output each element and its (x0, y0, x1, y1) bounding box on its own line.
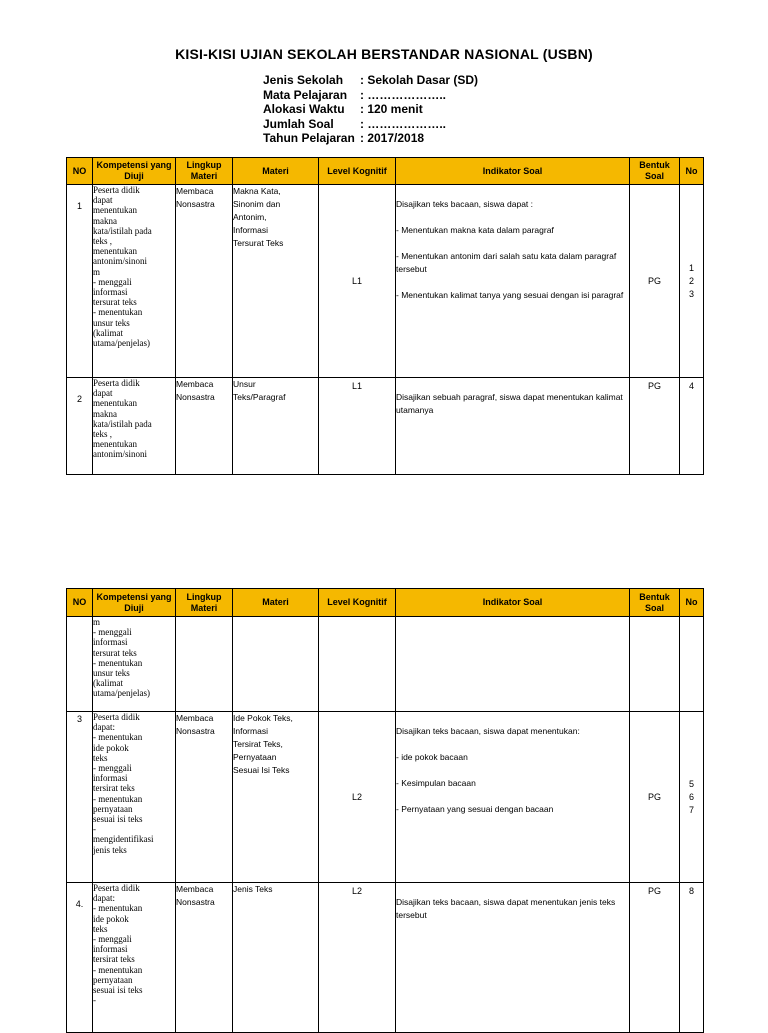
meta-label: Mata Pelajaran (263, 87, 348, 102)
row-nomor: 8 (680, 883, 704, 1033)
row-no: 1 (67, 185, 93, 378)
row-nomor (680, 617, 704, 712)
indikator-line: - ide pokok bacaan (396, 752, 468, 762)
document-title: KISI-KISI UJIAN SEKOLAH BERSTANDAR NASIONAL (USBN) (175, 46, 593, 62)
row-level (319, 617, 396, 712)
meta-row (263, 117, 478, 132)
meta-label: Tahun Pelajaran (263, 131, 355, 146)
indikator-line: Disajikan teks bacaan, siswa dapat : (396, 199, 534, 209)
meta-info (263, 73, 478, 146)
table-row (67, 617, 704, 712)
header-bentuk: Bentuk Soal (630, 589, 680, 617)
row-no: 3 (67, 712, 93, 883)
indikator-line: - Pernyataan yang sesuai dengan bacaan (396, 804, 554, 814)
row-kompetensi: m - menggali informasi tersurat teks - menentukan unsur teks (kalimat utama/penjelas) (93, 617, 176, 712)
row-indikator (396, 617, 630, 712)
header-row (67, 158, 704, 185)
row-lingkup: Membaca Nonsastra (176, 883, 233, 1033)
header-nomor: No (680, 589, 704, 617)
indikator-line: Disajikan teks bacaan, siswa dapat menentukan jenis teks tersebut (396, 897, 616, 920)
meta-row (263, 73, 478, 88)
meta-row (263, 131, 478, 146)
header-indikator: Indikator Soal (396, 158, 630, 185)
row-nomor: 5 6 7 (680, 712, 704, 883)
meta-row (263, 88, 478, 103)
row-kompetensi: Peserta didik dapat menentukan makna kata/istilah pada teks , menentukan antonim/sinoni m - menggali informasi tersurat teks - menentukan unsur teks (kalimat utama/penjelas) (93, 185, 176, 378)
row-indikator (396, 378, 630, 475)
row-bentuk: PG (630, 712, 680, 883)
header-materi: Materi (233, 589, 319, 617)
row-lingkup: Membaca Nonsastra (176, 378, 233, 475)
kisi-table-page-2 (66, 588, 704, 1033)
header-lingkup: Lingkup Materi (176, 158, 233, 185)
header-level: Level Kognitif (319, 589, 396, 617)
header-kompetensi: Kompetensi yang Diuji (93, 158, 176, 185)
row-materi: Unsur Teks/Paragraf (233, 378, 319, 475)
row-materi: Ide Pokok Teks, Informasi Tersirat Teks, Pernyataan Sesuai Isi Teks (233, 712, 319, 883)
meta-label: Alokasi Waktu (263, 102, 345, 117)
indikator-line: - Kesimpulan bacaan (396, 778, 476, 788)
row-indikator (396, 883, 630, 1033)
header-nomor: No (680, 158, 704, 185)
table-row (67, 883, 704, 1033)
row-kompetensi: Peserta didik dapat menentukan makna kata/istilah pada teks , menentukan antonim/sinoni (93, 378, 176, 475)
meta-row (263, 102, 478, 117)
row-indikator (396, 185, 630, 378)
row-level: L2 (319, 712, 396, 883)
meta-value: : ……………….. (360, 87, 446, 102)
row-lingkup (176, 617, 233, 712)
header-row (67, 589, 704, 617)
row-bentuk: PG (630, 378, 680, 475)
row-no: 4. (67, 883, 93, 1033)
header-materi: Materi (233, 158, 319, 185)
header-indikator: Indikator Soal (396, 589, 630, 617)
row-level: L2 (319, 883, 396, 1033)
indikator-line: - Menentukan kalimat tanya yang sesuai dengan isi paragraf (396, 290, 624, 300)
row-no: 2 (67, 378, 93, 475)
row-level: L1 (319, 185, 396, 378)
table-row (67, 712, 704, 883)
row-level: L1 (319, 378, 396, 475)
row-lingkup: Membaca Nonsastra (176, 712, 233, 883)
meta-value: : ……………….. (360, 116, 446, 131)
row-kompetensi: Peserta didik dapat: - menentukan ide pokok teks - menggali informasi tersirat teks - menentukan pernyataan sesuai isi teks - (93, 883, 176, 1033)
table-row (67, 378, 704, 475)
row-indikator (396, 712, 630, 883)
meta-value: : 120 menit (360, 102, 423, 117)
meta-value: : Sekolah Dasar (SD) (360, 73, 479, 87)
table-row (67, 185, 704, 378)
meta-value: : 2017/2018 (360, 131, 425, 146)
indikator-line: Disajikan teks bacaan, siswa dapat menentukan: (396, 726, 580, 736)
indikator-line: Disajikan sebuah paragraf, siswa dapat menentukan kalimat utamanya (396, 392, 623, 415)
indikator-line: - Menentukan makna kata dalam paragraf (396, 225, 554, 235)
header-bentuk: Bentuk Soal (630, 158, 680, 185)
row-materi: Jenis Teks (233, 883, 319, 1033)
row-kompetensi: Peserta didik dapat: - menentukan ide pokok teks - menggali informasi tersirat teks - menentukan pernyataan sesuai isi teks - mengidentifikasi jenis teks (93, 712, 176, 883)
header-no: NO (67, 589, 93, 617)
row-materi: Makna Kata, Sinonim dan Antonim, Informasi Tersurat Teks (233, 185, 319, 378)
row-materi (233, 617, 319, 712)
meta-label: Jumlah Soal (263, 116, 334, 131)
row-bentuk: PG (630, 185, 680, 378)
row-nomor: 1 2 3 (680, 185, 704, 378)
header-lingkup: Lingkup Materi (176, 589, 233, 617)
row-nomor: 4 (680, 378, 704, 475)
row-bentuk: PG (630, 883, 680, 1033)
row-no (67, 617, 93, 712)
indikator-line: - Menentukan antonim dari salah satu kata dalam paragraf tersebut (396, 251, 617, 274)
row-lingkup: Membaca Nonsastra (176, 185, 233, 378)
header-level: Level Kognitif (319, 158, 396, 185)
row-bentuk (630, 617, 680, 712)
meta-label: Jenis Sekolah (263, 73, 344, 87)
kisi-table-page-1 (66, 157, 704, 475)
header-kompetensi: Kompetensi yang Diuji (93, 589, 176, 617)
header-no: NO (67, 158, 93, 185)
